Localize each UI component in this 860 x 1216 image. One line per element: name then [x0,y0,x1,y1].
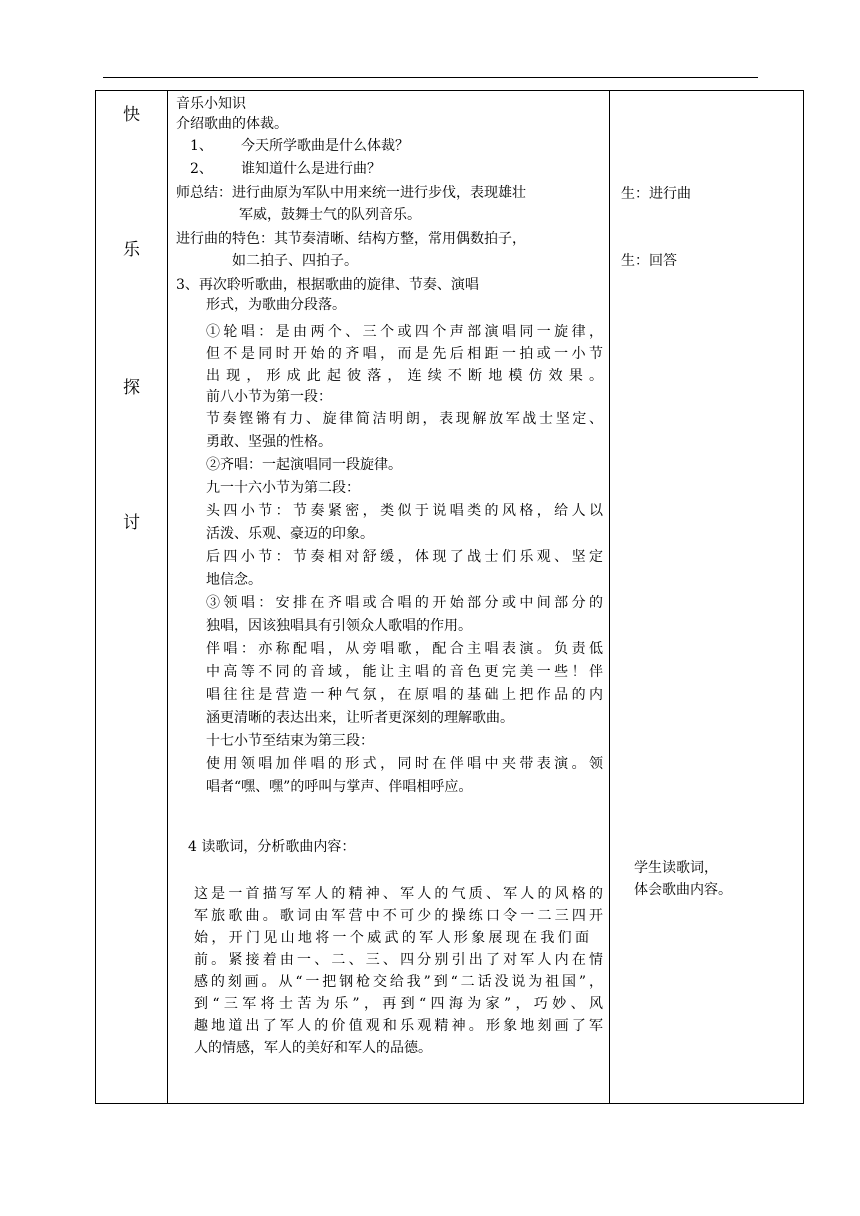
column-divider [167,91,168,1103]
backing-vocals-text: 涵更清晰的表达出来，让听者更深刻的理解歌曲。 [206,710,514,726]
section-2-text: 地信念。 [206,572,262,588]
student-response: 学生读歌词， [634,860,718,876]
column-divider [609,91,610,1103]
lyrics-analysis: 前。紧接着由一、二、三、四分别引出了对军人内在情 [194,952,603,968]
backing-vocals-text: 唱往往是营造一种气氛，在原唱的基础上把作品的内 [206,687,603,703]
round-singing-text: 但不是同时开始的齐唱，而是先后相距一拍或一小节 [206,346,603,362]
lead-singing-text: ③领唱：安排在齐唱或合唱的开始部分或中间部分的 [206,595,603,611]
section-char-kuai: 快 [123,105,140,125]
section-char-tan: 探 [123,378,140,398]
step-4: 4 读歌词，分析歌曲内容： [188,839,356,855]
backing-vocals-text: 中高等不同的音域，能让主唱的音色更完美一些！伴 [206,664,603,680]
lead-singing-text: 独唱，因该独唱具有引领众人歌唱的作用。 [206,618,472,634]
lesson-table [95,90,804,1104]
section-3-text: 使用领唱加伴唱的形式，同时在伴唱中夹带表演。领 [206,756,603,772]
student-response: 生：进行曲 [621,186,691,202]
teacher-summary: 军威，鼓舞士气的队列音乐。 [239,207,421,223]
question-number: 2、 [190,161,213,177]
section-3-title: 十七小节至结束为第三段： [206,733,374,749]
section-1-text: 节奏铿锵有力、旋律简洁明朗，表现解放军战士坚定、 [206,411,603,427]
section-2-text: 头四小节：节奏紧密，类似于说唱类的风格，给人以 [206,503,603,519]
question-text: 谁知道什么是进行曲？ [241,161,381,177]
lyrics-analysis: 趣地道出了军人的价值观和乐观精神。形象地刻画了军 [194,1018,603,1034]
section-heading: 音乐小知识 [176,96,246,112]
round-singing-text: 出现，形成此起彼落，连续不断地模仿效果。 [206,368,603,384]
section-char-tao: 讨 [123,513,140,533]
section-char-le: 乐 [123,240,140,260]
section-1-title: 前八小节为第一段： [206,389,332,405]
step-3: 3、再次聆听歌曲，根据歌曲的旋律、节奏、演唱 [176,277,479,293]
teacher-summary: 师总结：进行曲原为军队中用来统一进行步伐，表现雄壮 [176,185,526,201]
student-response: 体会歌曲内容。 [634,882,732,898]
step-3: 形式，为歌曲分段落。 [206,297,346,313]
lyrics-analysis: 这是一首描写军人的精神、军人的气质、军人的风格的 [194,886,603,902]
round-singing-text: ①轮唱：是由两个、三个或四个声部演唱同一旋律， [206,324,603,340]
question-number: 1、 [190,138,213,154]
section-2-text: 活泼、乐观、豪迈的印象。 [206,526,374,542]
section-3-text: 唱者“嘿、嘿”的呼叫与掌声、伴唱相呼应。 [206,779,473,795]
section-2-text: 后四小节：节奏相对舒缓，体现了战士们乐观、坚定 [206,549,603,565]
lyrics-analysis: 人的情感，军人的美好和军人的品德。 [194,1040,432,1056]
section-2-title: 九一十六小节为第二段： [206,480,360,496]
march-features: 进行曲的特色：其节奏清晰、结构方整，常用偶数拍子， [176,231,526,247]
lyrics-analysis: 军旅歌曲。歌词由军营中不可少的操练口令一二三四开 [194,908,603,924]
student-response: 生：回答 [621,253,677,269]
unison-text: ②齐唱：一起演唱同一段旋律。 [206,457,402,473]
backing-vocals-text: 伴唱：亦称配唱，从旁唱歌，配合主唱表演。负责低 [206,641,603,657]
intro-text: 介绍歌曲的体裁。 [176,116,288,132]
header-rule [103,77,758,78]
lyrics-analysis: 始，开门见山地将一个威武的军人形象展现在我们面 [194,930,589,946]
lyrics-analysis: 感的刻画。从“一把钢枪交给我”到“二话没说为祖国”， [194,974,603,990]
section-1-text: 勇敢、坚强的性格。 [206,434,332,450]
march-features: 如二拍子、四拍子。 [232,253,358,269]
question-text: 今天所学歌曲是什么体裁？ [241,138,409,154]
lyrics-analysis: 到“三军将士苦为乐”，再到“四海为家”，巧妙、风 [194,996,603,1012]
